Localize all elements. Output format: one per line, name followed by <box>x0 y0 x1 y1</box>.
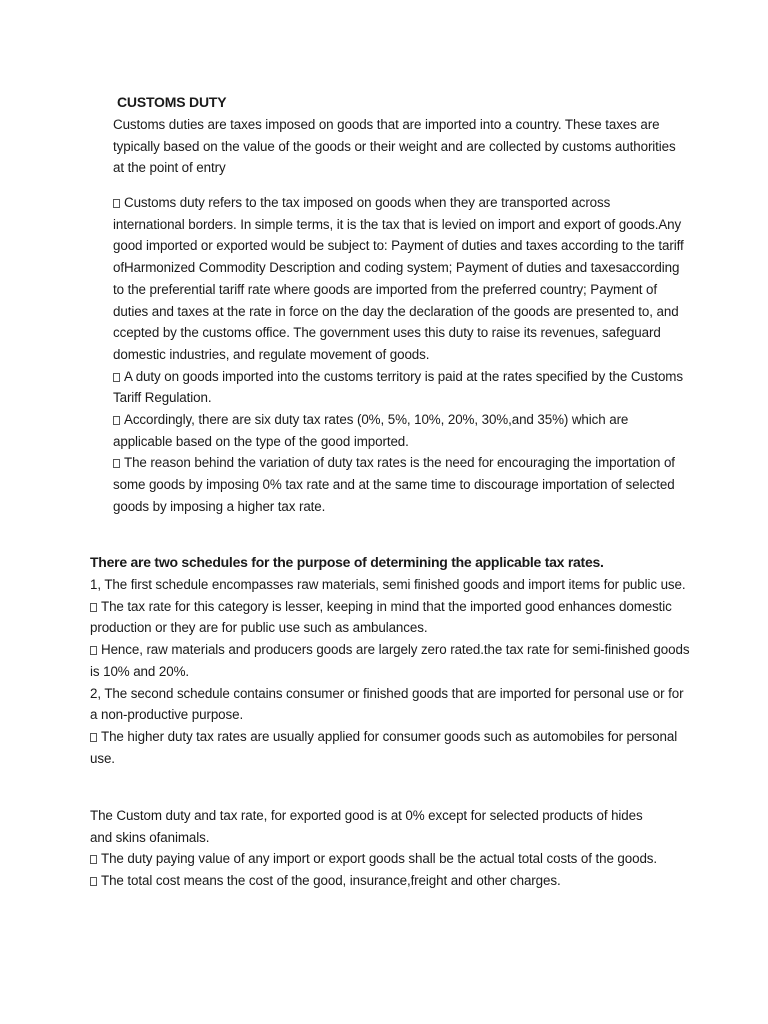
bullet-text: Customs duty refers to the tax imposed on goods when they are transported across international borders. In simple terms, it is the tax that is levied on import and export of goods.Any good imported or exported would be subject to: Payment of duties and taxes according to the tariff ofHarmonized Commodity Description and coding system; Payment of duties and taxesaccording to the preferential tariff rate where goods are imported from the preferred country; Payment of duties and taxes at the rate in force on the day the declaration of the goods are presented to, and ccepted by the customs office. The government uses this duty to raise its revenues, safeguard domestic industries, and regulate movement of goods. <box>113 195 684 362</box>
list-item <box>90 596 690 639</box>
list-item <box>113 452 685 517</box>
bullet-text: The tax rate for this category is lesser, keeping in mind that the imported good enhances domestic production or they are for public use such as ambulances. <box>90 598 672 636</box>
missing-glyph-bullet-icon <box>113 373 120 382</box>
intro-text: Customs duties are taxes imposed on goods that are imported into a country. These taxes are typically based on the value of the goods or their weight and are collected by customs authorities at the point of entry <box>113 117 676 176</box>
schedules-heading: There are two schedules for the purpose of determining the applicable tax rates. <box>90 554 604 570</box>
schedules-section <box>90 574 690 769</box>
bullet-text: The duty paying value of any import or export goods shall be the actual total costs of the goods. <box>101 851 658 867</box>
missing-glyph-bullet-icon <box>90 646 97 655</box>
list-item <box>90 848 660 870</box>
missing-glyph-bullet-icon <box>90 733 97 742</box>
document-title: CUSTOMS DUTY <box>117 94 227 110</box>
list-item <box>90 870 660 892</box>
export-section <box>90 805 660 892</box>
missing-glyph-bullet-icon <box>113 459 120 468</box>
bullet-text: Accordingly, there are six duty tax rates (0%, 5%, 10%, 20%, 30%,and 35%) which are applicable based on the type of the good imported. <box>113 412 629 449</box>
list-item <box>90 639 690 682</box>
schedule-1-text: 1, The first schedule encompasses raw materials, semi finished goods and import items for public use. <box>90 577 686 592</box>
bullet-text: The reason behind the variation of duty tax rates is the need for encouraging the importation of some goods by imposing 0% tax rate and at the same time to discourage importation of selected goods by imposing a higher tax rate. <box>113 455 675 514</box>
list-item <box>113 409 685 452</box>
missing-glyph-bullet-icon <box>90 603 97 612</box>
missing-glyph-bullet-icon <box>90 855 97 864</box>
schedule-2-text: 2, The second schedule contains consumer or finished goods that are imported for personal use or for a non-productive purpose. <box>90 685 684 723</box>
bullet-text: A duty on goods imported into the customs territory is paid at the rates specified by the Customs Tariff Regulation. <box>113 368 683 406</box>
list-item <box>90 726 690 769</box>
customs-duty-bullet-list <box>113 192 685 518</box>
bullet-text: The higher duty tax rates are usually applied for consumer goods such as automobiles for personal use. <box>90 728 678 766</box>
bullet-text: The total cost means the cost of the good, insurance,freight and other charges. <box>101 873 561 889</box>
export-paragraph: The Custom duty and tax rate, for exported good is at 0% except for selected products of hides and skins ofanimals. <box>90 808 643 845</box>
list-item <box>113 366 685 409</box>
missing-glyph-bullet-icon <box>113 199 120 208</box>
list-item <box>113 192 685 366</box>
intro-paragraph <box>113 114 683 179</box>
missing-glyph-bullet-icon <box>113 416 120 425</box>
bullet-text: Hence, raw materials and producers goods are largely zero rated.the tax rate for semi-finished goods is 10% and 20%. <box>90 642 690 679</box>
missing-glyph-bullet-icon <box>90 877 97 886</box>
